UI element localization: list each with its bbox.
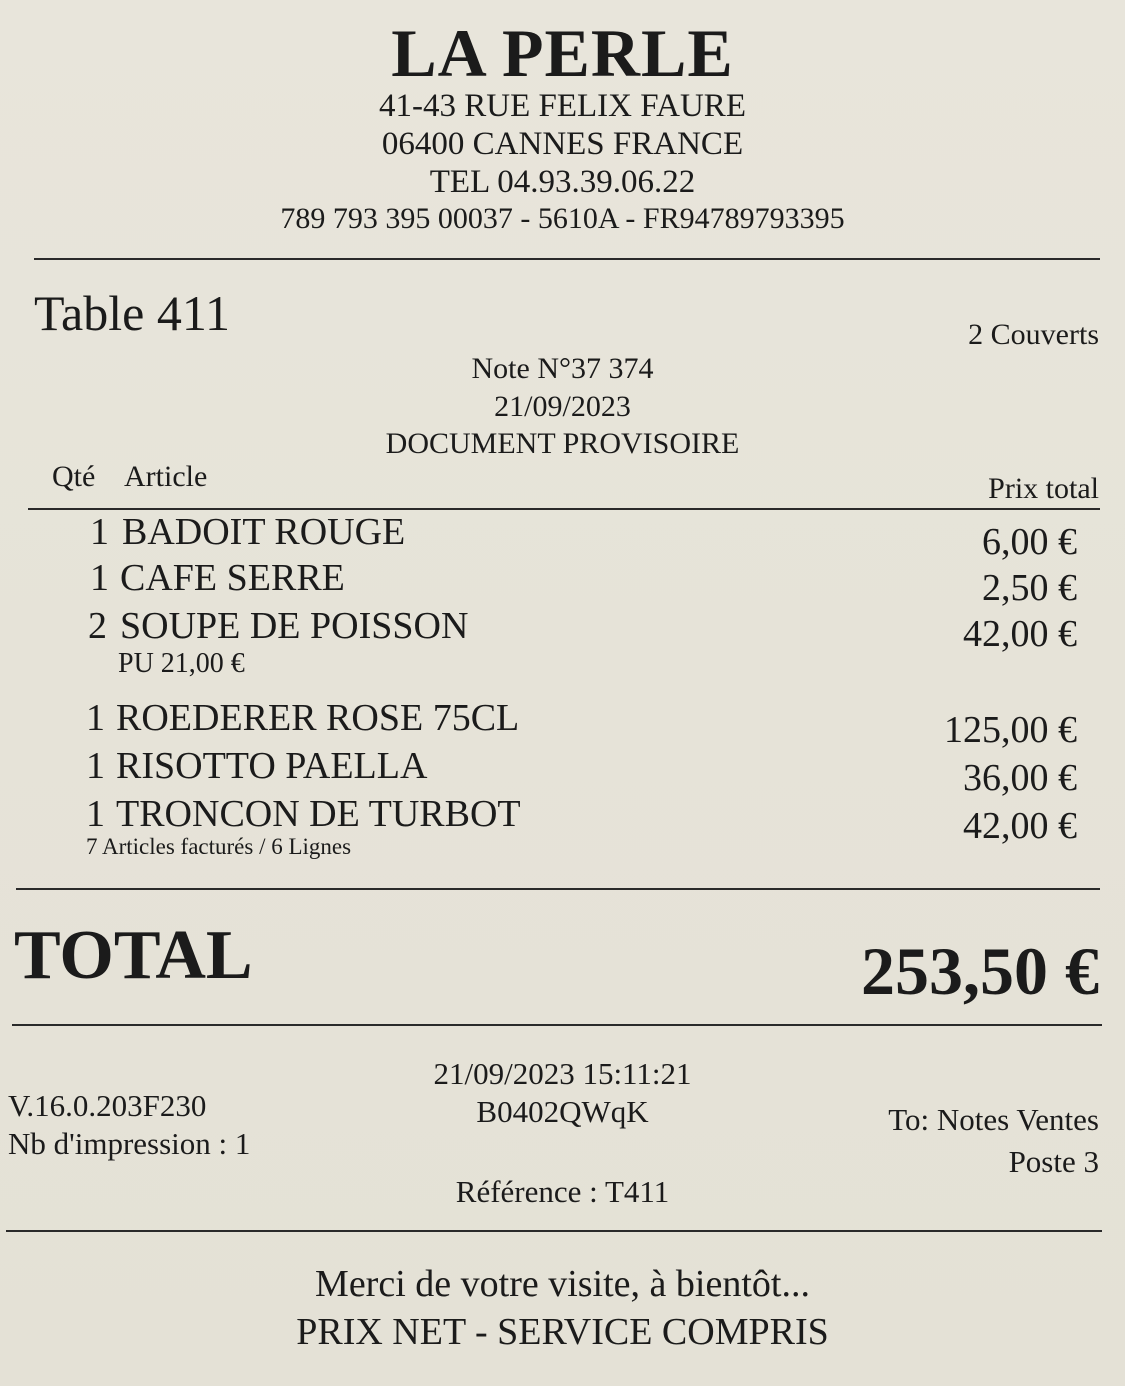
item-quantity: 1 — [86, 745, 105, 787]
divider — [12, 1024, 1102, 1026]
print-timestamp: 21/09/2023 15:11:21 — [433, 1056, 692, 1091]
item-price: 36,00 € — [963, 757, 1077, 799]
reference: Référence : T411 — [455, 1174, 670, 1209]
note-number: Note N°37 374 — [471, 352, 654, 385]
order-date: 21/09/2023 — [494, 390, 631, 423]
item-name: CAFE SERRE — [120, 557, 345, 599]
item-price: 6,00 € — [982, 521, 1077, 563]
document-type: DOCUMENT PROVISOIRE — [385, 427, 740, 460]
transaction-code: B0402QWqK — [476, 1094, 649, 1129]
divider — [34, 258, 1100, 260]
item-quantity: 1 — [90, 557, 109, 599]
software-version: V.16.0.203F230 — [8, 1088, 207, 1123]
item-unit-price: PU 21,00 € — [118, 648, 245, 679]
destination: To: Notes Ventes — [888, 1102, 1099, 1137]
item-quantity: 2 — [88, 605, 107, 647]
column-header-article: Article — [124, 460, 208, 493]
station: Poste 3 — [1008, 1144, 1099, 1179]
item-price: 125,00 € — [944, 709, 1077, 751]
total-label: TOTAL — [14, 917, 253, 994]
item-price: 2,50 € — [982, 567, 1077, 609]
item-price: 42,00 € — [963, 805, 1077, 847]
address-line-1: 41-43 RUE FELIX FAURE — [379, 88, 746, 124]
item-price: 42,00 € — [963, 613, 1077, 655]
total-amount: 253,50 € — [861, 933, 1099, 1009]
table-number: Table 411 — [34, 285, 230, 341]
item-name: RISOTTO PAELLA — [116, 745, 428, 787]
item-name: BADOIT ROUGE — [122, 511, 406, 553]
item-name: TRONCON DE TURBOT — [116, 793, 521, 835]
item-quantity: 1 — [90, 511, 109, 553]
divider — [16, 888, 1100, 890]
column-header-price: Prix total — [988, 472, 1099, 505]
item-quantity: 1 — [86, 793, 105, 835]
item-name: ROEDERER ROSE 75CL — [116, 697, 520, 739]
articles-summary: 7 Articles facturés / 6 Lignes — [86, 834, 352, 859]
column-header-qty: Qté — [52, 460, 96, 493]
print-count: Nb d'impression : 1 — [8, 1126, 251, 1161]
address-line-2: 06400 CANNES FRANCE — [381, 126, 744, 162]
covers-count: 2 Couverts — [968, 318, 1099, 351]
item-name: SOUPE DE POISSON — [120, 605, 469, 647]
divider — [6, 1230, 1102, 1232]
registration-numbers: 789 793 395 00037 - 5610A - FR94789793395 — [280, 202, 845, 235]
item-quantity: 1 — [86, 697, 105, 739]
service-notice: PRIX NET - SERVICE COMPRIS — [296, 1311, 829, 1353]
thank-you-message: Merci de votre visite, à bientôt... — [315, 1263, 810, 1305]
restaurant-name: LA PERLE — [391, 15, 734, 91]
phone-number: TEL 04.93.39.06.22 — [429, 164, 696, 200]
